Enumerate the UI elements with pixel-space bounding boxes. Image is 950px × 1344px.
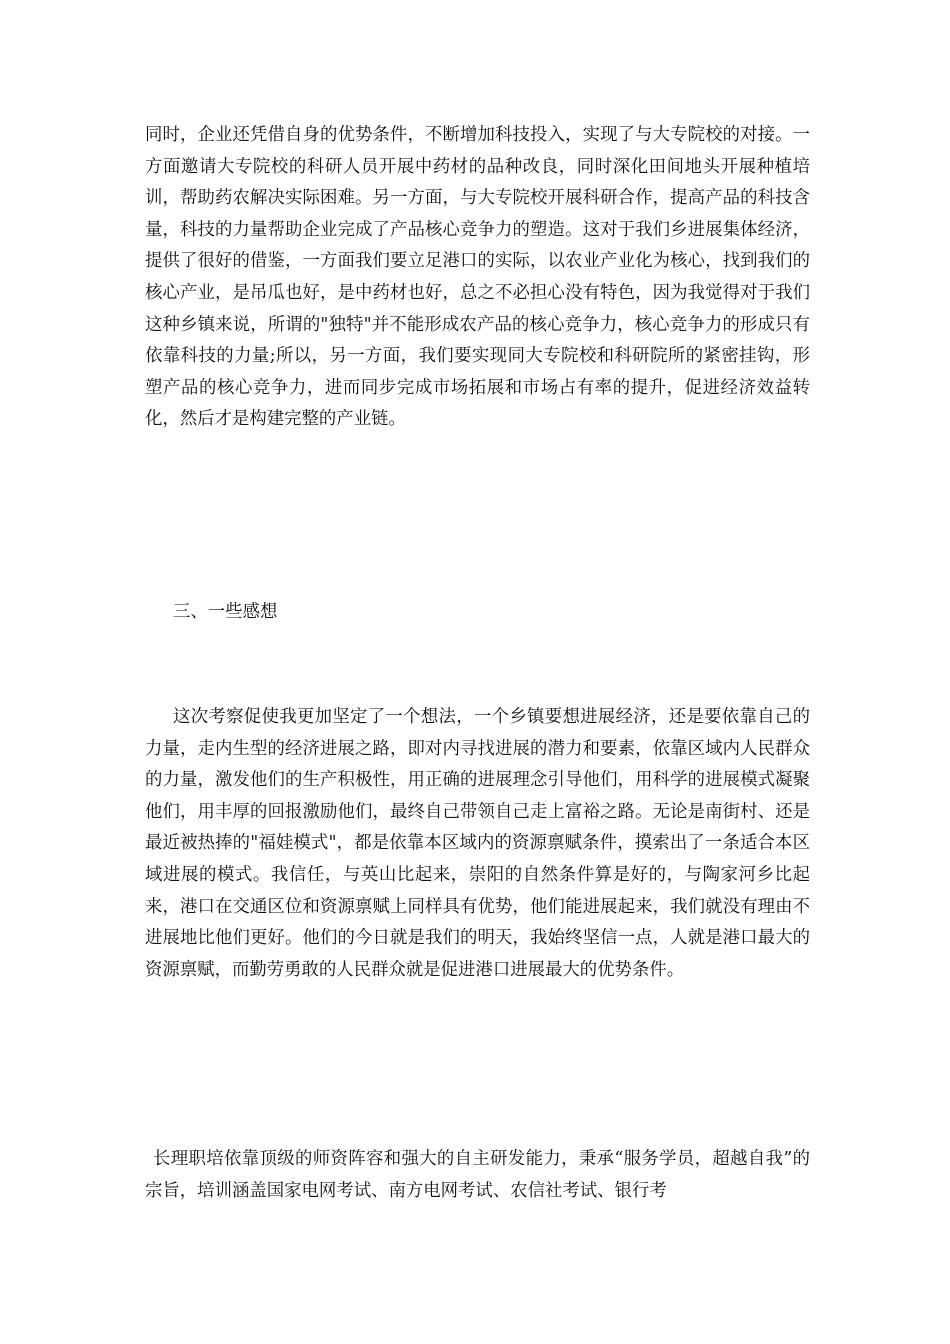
- section-heading: 三、一些感想: [173, 602, 278, 622]
- body-paragraph-2: 这次考察促使我更加坚定了一个想法，一个乡镇要想进展经济，还是要依靠自己的力量，走内生型的经济进展之路，即对内寻找进展的潜力和要素，依靠区域内人民群众的力量，激发他们的生产积极性，用正确的进展理念引导他们，用科学的进展模式凝聚他们，用丰厚的回报激励他们，最终自己带领自己走上富裕之路。无论是南街村、还是最近被热捧的"福娃模式"，都是依靠本区域内的资源禀赋条件，摸索出了一条适合本区域进展的模式。我信任，与英山比起来，崇阳的自然条件算是好的，与陶家河乡比起来，港口在交通区位和资源禀赋上同样具有优势，他们能进展起来，我们就没有理由不进展地比他们更好。他们的今日就是我们的明天，我始终坚信一点，人就是港口最大的资源禀赋，而勤劳勇敢的人民群众就是促进港口进展最大的优势条件。: [145, 707, 810, 980]
- body-paragraph-1: 同时，企业还凭借自身的优势条件，不断增加科技投入，实现了与大专院校的对接。一方面邀请大专院校的科研人员开展中药材的品种改良，同时深化田间地头开展种植培训，帮助药农解决实际困难。另一方面，与大专院校开展科研合作，提高产品的科技含量，科技的力量帮助企业完成了产品核心竞争力的塑造。这对于我们乡进展集体经济，提供了很好的借鉴，一方面我们要立足港口的实际，以农业产业化为核心，找到我们的核心产业，是吊瓜也好，是中药材也好，总之不必担心没有特色，因为我觉得对于我们这种乡镇来说，所谓的"独特"并不能形成农产品的核心竞争力，核心竞争力的形成只有依靠科技的力量;所以，另一方面，我们要实现同大专院校和科研院所的紧密挂钩，形塑产品的核心竞争力，进而同步完成市场拓展和市场占有率的提升，促进经济效益转化，然后才是构建完整的产业链。: [145, 125, 810, 430]
- body-paragraph-3: 长理职培依靠顶级的师资阵容和强大的自主研发能力，秉承“服务学员，超越自我”的宗旨，培训涵盖国家电网考试、南方电网考试、农信社考试、银行考: [145, 1149, 810, 1201]
